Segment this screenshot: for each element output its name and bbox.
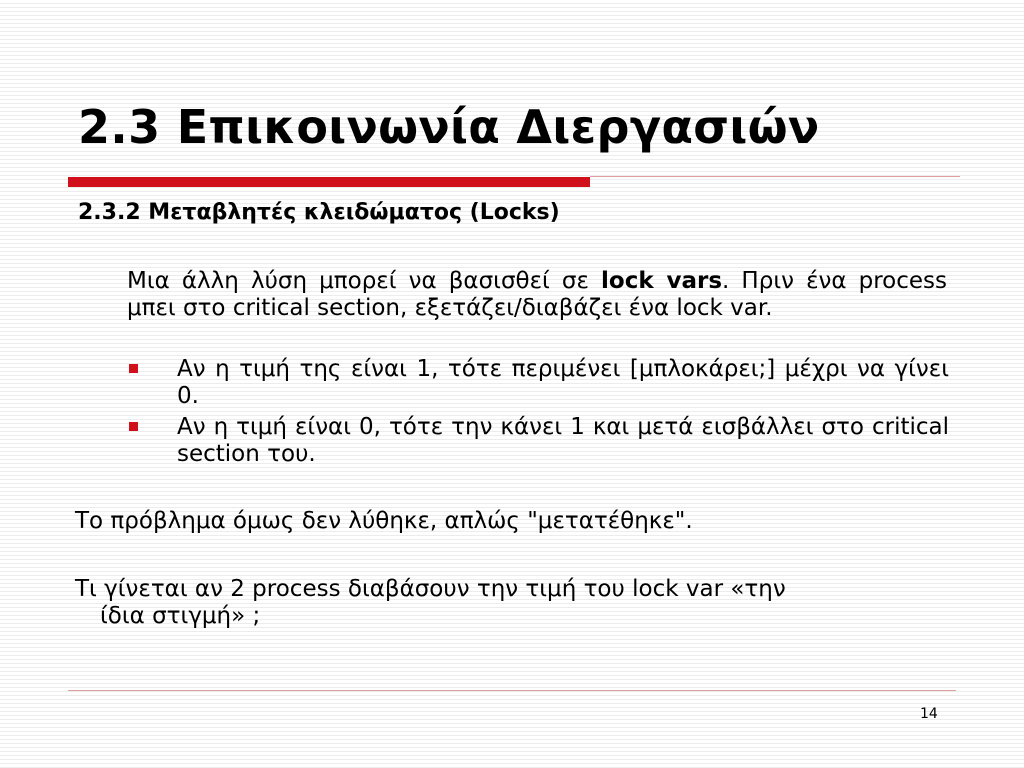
section-subtitle: 2.3.2 Μεταβλητές κλειδώματος (Locks) — [78, 200, 560, 225]
square-bullet-icon — [129, 422, 138, 431]
title-underline-thin — [590, 176, 960, 177]
question-line-2: ίδια στιγμή» ; — [100, 603, 261, 629]
bullet-text-2: Αν η τιμή είναι 0, τότε την κάνει 1 και μετά εισβάλλει στο critical section του. — [177, 414, 949, 467]
footer-divider — [68, 690, 956, 691]
bullet-item-2 — [127, 414, 949, 468]
question-paragraph — [75, 576, 950, 630]
title-underline-accent — [68, 177, 590, 187]
problem-statement: Το πρόβλημα όμως δεν λύθηκε, απλώς "μετατέθηκε". — [75, 508, 693, 534]
intro-text-before: Μια άλλη λύση μπορεί να βασισθεί σε — [127, 268, 602, 294]
square-bullet-icon — [129, 364, 138, 373]
question-line-1: Τι γίνεται αν 2 process διαβάσουν την τιμή του lock var «την — [75, 576, 786, 602]
intro-text-after: . Πριν ένα process μπει στο critical section, εξετάζει/διαβάζει ένα lock var. — [127, 268, 948, 321]
bullet-item-1 — [127, 356, 949, 410]
slide-title: 2.3 Επικοινωνία Διεργασιών — [78, 100, 820, 154]
intro-paragraph — [127, 268, 947, 322]
page-number: 14 — [920, 706, 938, 722]
intro-text-bold: lock vars — [601, 268, 723, 294]
bullet-text-1: Αν η τιμή της είναι 1, τότε περιμένει [μπλοκάρει;] μέχρι να γίνει 0. — [177, 356, 949, 409]
